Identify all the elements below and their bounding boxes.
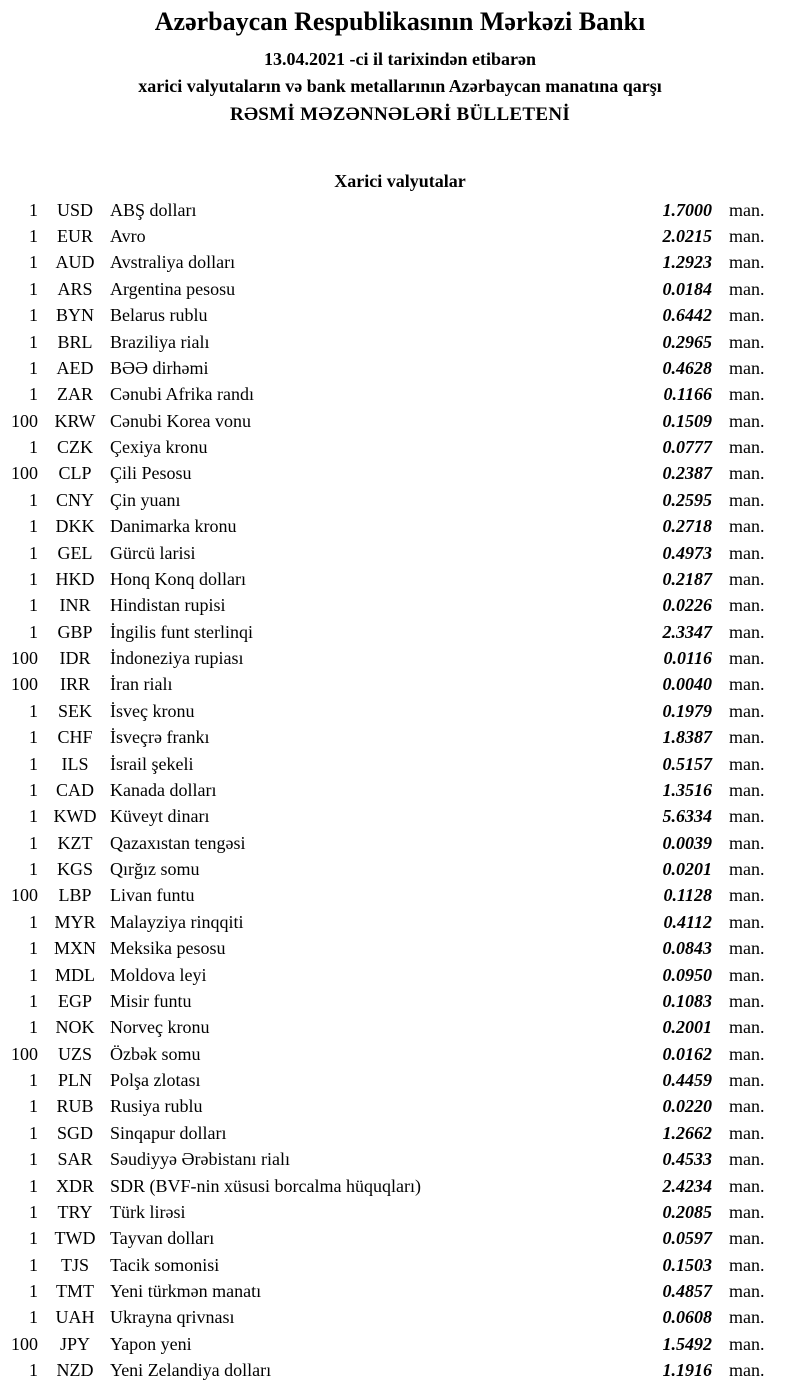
quantity-cell: 1 [29,859,38,880]
unit-cell: man. [729,1070,765,1091]
table-row [0,250,800,276]
table-row [0,751,800,777]
quantity-cell: 1 [29,305,38,326]
rate-cell: 0.4857 [662,1281,712,1302]
currency-name-cell: Moldova leyi [110,964,207,985]
rate-cell: 0.2001 [662,1017,712,1038]
unit-cell: man. [729,542,765,563]
currency-name-cell: Honq Konq dolları [110,568,246,589]
rate-cell: 0.4628 [662,357,712,378]
rate-cell: 0.2387 [662,463,712,484]
currency-code-cell: XDR [55,1175,94,1196]
quantity-cell: 1 [29,357,38,378]
currency-name-cell: Ukrayna qrivnası [110,1307,235,1328]
quantity-cell: 1 [29,384,38,405]
table-row [0,461,800,487]
currency-name-cell: Norveç kronu [110,1017,210,1038]
quantity-cell: 1 [29,990,38,1011]
currency-name-cell: Yeni Zelandiya dolları [110,1360,272,1381]
currency-code-cell: INR [59,595,91,616]
currency-name-cell: Küveyt dinarı [110,806,210,827]
currency-code-cell: HKD [55,568,95,589]
unit-cell: man. [729,516,765,537]
rate-cell: 0.4533 [662,1149,712,1170]
unit-cell: man. [729,964,765,985]
table-row [0,962,800,988]
currency-name-cell: İran rialı [110,674,173,695]
unit-cell: man. [729,990,765,1011]
currency-code-cell: IRR [59,674,90,695]
quantity-cell: 1 [29,1281,38,1302]
quantity-cell: 1 [29,542,38,563]
quantity-cell: 1 [29,489,38,510]
unit-cell: man. [729,463,765,484]
currency-code-cell: RUB [56,1096,94,1117]
document-header [0,6,800,128]
quantity-cell: 1 [29,278,38,299]
unit-cell: man. [729,674,765,695]
quantity-cell: 1 [29,1149,38,1170]
currency-name-cell: İngilis funt sterlinqi [110,621,253,642]
currency-name-cell: Malayziya rinqqiti [110,911,244,932]
currency-code-cell: IDR [59,648,91,669]
table-row [0,408,800,434]
currency-code-cell: USD [56,199,93,220]
rate-cell: 0.4973 [662,542,712,563]
currency-code-cell: MDL [55,964,95,985]
currency-code-cell: NOK [55,1017,95,1038]
quantity-cell: 1 [29,621,38,642]
currency-code-cell: SAR [57,1149,93,1170]
quantity-cell: 1 [29,437,38,458]
currency-name-cell: Tayvan dolları [110,1228,215,1249]
quantity-cell: 1 [29,1096,38,1117]
table-row [0,645,800,671]
currency-code-cell: GBP [57,621,93,642]
table-row [0,1358,800,1384]
quantity-cell: 1 [29,1201,38,1222]
table-row [0,830,800,856]
rate-cell: 0.0597 [662,1228,712,1249]
rate-cell: 5.6334 [662,806,712,827]
table-row [0,1252,800,1278]
bulletin-title: RƏSMİ MƏZƏNNƏLƏRİ BÜLLETENİ [229,104,571,125]
table-row [0,672,800,698]
currency-code-cell: AUD [55,252,95,273]
rate-cell: 1.2923 [662,252,712,273]
currency-code-cell: TRY [57,1201,93,1222]
currency-name-cell: SDR (BVF-nin xüsusi borcalma hüquqları) [110,1175,421,1196]
rate-cell: 0.2595 [662,489,712,510]
unit-cell: man. [729,357,765,378]
quantity-cell: 1 [29,753,38,774]
table-row [0,276,800,302]
currency-name-cell: Meksika pesosu [110,938,226,959]
table-row [0,197,800,223]
currency-table [0,197,800,1384]
currency-name-cell: Cənubi Afrika randı [110,384,254,405]
unit-cell: man. [729,727,765,748]
rate-cell: 0.0116 [663,648,712,669]
rate-cell: 1.3516 [662,779,712,800]
rate-cell: 2.0215 [662,226,712,247]
unit-cell: man. [729,410,765,431]
currency-name-cell: Yeni türkmən manatı [110,1281,262,1302]
quantity-cell: 1 [29,1360,38,1381]
currency-code-cell: KWD [53,806,97,827]
quantity-cell: 100 [11,648,38,669]
unit-cell: man. [729,437,765,458]
rate-cell: 0.0608 [662,1307,712,1328]
unit-cell: man. [729,885,765,906]
unit-cell: man. [729,199,765,220]
table-row [0,804,800,830]
table-row [0,1094,800,1120]
table-row [0,619,800,645]
currency-code-cell: UAH [55,1307,95,1328]
quantity-cell: 100 [11,885,38,906]
rate-cell: 0.0184 [662,278,712,299]
currency-code-cell: CHF [57,727,93,748]
currency-code-cell: ZAR [57,384,93,405]
currency-name-cell: Çexiya kronu [110,437,208,458]
currency-code-cell: CLP [58,463,92,484]
rate-cell: 0.2187 [662,568,712,589]
currency-code-cell: CZK [57,437,93,458]
currency-name-cell: Tacik somonisi [110,1254,220,1275]
currency-name-cell: İsrail şekeli [110,753,194,774]
bulletin-date-line: 13.04.2021 -ci il tarixindən etibarən [264,49,536,69]
table-row [0,540,800,566]
unit-cell: man. [729,489,765,510]
table-row [0,303,800,329]
rate-cell: 0.2718 [662,516,712,537]
quantity-cell: 1 [29,832,38,853]
currency-name-cell: Hindistan rupisi [110,595,226,616]
table-row [0,1067,800,1093]
table-row [0,593,800,619]
table-row [0,909,800,935]
quantity-cell: 1 [29,252,38,273]
rate-cell: 0.0201 [662,859,712,880]
rate-cell: 1.7000 [662,199,712,220]
currency-code-cell: UZS [57,1043,92,1064]
currency-name-cell: İsveçrə frankı [110,727,210,748]
currency-name-cell: Sinqapur dolları [110,1122,227,1143]
unit-cell: man. [729,1360,765,1381]
table-row [0,514,800,540]
table-row [0,566,800,592]
currency-name-cell: Avstraliya dolları [110,252,236,273]
currency-code-cell: SEK [57,700,92,721]
currency-code-cell: MYR [54,911,96,932]
currency-code-cell: NZD [56,1360,94,1381]
rate-cell: 0.0162 [662,1043,712,1064]
rate-cell: 0.4112 [663,911,712,932]
quantity-cell: 1 [29,1307,38,1328]
unit-cell: man. [729,1254,765,1275]
rate-cell: 0.1509 [662,410,712,431]
unit-cell: man. [729,1228,765,1249]
rate-cell: 1.8387 [662,727,712,748]
quantity-cell: 1 [29,199,38,220]
table-row [0,1331,800,1357]
quantity-cell: 100 [11,463,38,484]
table-row [0,382,800,408]
unit-cell: man. [729,1307,765,1328]
currency-name-cell: İsveç kronu [110,700,195,721]
unit-cell: man. [729,779,765,800]
table-row [0,883,800,909]
quantity-cell: 100 [11,1043,38,1064]
rate-cell: 1.1916 [662,1360,712,1381]
currency-name-cell: Rusiya rublu [110,1096,203,1117]
currency-name-cell: Avro [110,226,146,247]
table-row [0,698,800,724]
unit-cell: man. [729,1175,765,1196]
unit-cell: man. [729,911,765,932]
unit-cell: man. [729,1333,765,1354]
currency-code-cell: JPY [59,1333,90,1354]
currency-code-cell: EGP [57,990,92,1011]
currency-name-cell: BƏƏ dirhəmi [110,357,209,378]
rate-cell: 0.0777 [662,437,712,458]
table-row [0,988,800,1014]
currency-name-cell: ABŞ dolları [110,199,197,220]
rate-cell: 0.5157 [662,753,712,774]
table-row [0,434,800,460]
unit-cell: man. [729,1281,765,1302]
table-row [0,1015,800,1041]
table-row [0,777,800,803]
bulletin-subject-line: xarici valyutaların və bank metallarının Azərbaycan manatına qarşı [138,76,662,96]
quantity-cell: 1 [29,1254,38,1275]
quantity-cell: 1 [29,938,38,959]
unit-cell: man. [729,832,765,853]
rate-cell: 1.5492 [662,1333,712,1354]
currency-code-cell: SGD [56,1122,93,1143]
unit-cell: man. [729,252,765,273]
currency-code-cell: LBP [58,885,92,906]
quantity-cell: 1 [29,226,38,247]
quantity-cell: 1 [29,911,38,932]
rate-cell: 0.1503 [662,1254,712,1275]
currency-name-cell: Kanada dolları [110,779,217,800]
rate-cell: 0.1083 [662,990,712,1011]
currency-name-cell: Argentina pesosu [110,278,236,299]
quantity-cell: 1 [29,568,38,589]
table-row [0,725,800,751]
currency-code-cell: PLN [57,1070,92,1091]
rate-cell: 0.0226 [662,595,712,616]
unit-cell: man. [729,568,765,589]
quantity-cell: 1 [29,779,38,800]
currency-code-cell: CAD [55,779,94,800]
table-row [0,487,800,513]
quantity-cell: 1 [29,1228,38,1249]
table-row [0,936,800,962]
unit-cell: man. [729,278,765,299]
quantity-cell: 1 [29,331,38,352]
quantity-cell: 1 [29,727,38,748]
table-row [0,1041,800,1067]
currency-code-cell: TMT [56,1281,94,1302]
unit-cell: man. [729,384,765,405]
rate-cell: 2.4234 [662,1175,712,1196]
rate-cell: 1.2662 [662,1122,712,1143]
table-row [0,1199,800,1225]
unit-cell: man. [729,938,765,959]
currency-name-cell: Livan funtu [110,885,195,906]
quantity-cell: 1 [29,1122,38,1143]
currency-code-cell: EUR [57,226,93,247]
unit-cell: man. [729,1201,765,1222]
unit-cell: man. [729,331,765,352]
unit-cell: man. [729,1122,765,1143]
rate-cell: 0.1979 [662,700,712,721]
currency-name-cell: Cənubi Korea vonu [110,410,251,431]
unit-cell: man. [729,1017,765,1038]
currency-name-cell: Danimarka kronu [110,516,237,537]
currency-code-cell: DKK [55,516,95,537]
quantity-cell: 1 [29,1070,38,1091]
quantity-cell: 1 [29,1017,38,1038]
quantity-cell: 100 [11,674,38,695]
table-row [0,1120,800,1146]
rate-cell: 0.0843 [662,938,712,959]
unit-cell: man. [729,648,765,669]
currency-name-cell: Qazaxıstan tengəsi [110,832,246,853]
currency-name-cell: Türk lirəsi [110,1201,186,1222]
unit-cell: man. [729,859,765,880]
currency-name-cell: Çili Pesosu [110,463,192,484]
bulletin-page [0,6,800,1390]
currency-name-cell: Özbək somu [110,1043,201,1064]
currency-code-cell: KGS [56,859,93,880]
unit-cell: man. [729,621,765,642]
rate-cell: 0.0039 [662,832,712,853]
section-title: Xarici valyutalar [334,171,466,191]
table-row [0,1278,800,1304]
quantity-cell: 1 [29,964,38,985]
currency-code-cell: MXN [53,938,96,959]
currency-code-cell: AED [56,357,94,378]
unit-cell: man. [729,753,765,774]
currency-code-cell: BYN [55,305,94,326]
unit-cell: man. [729,806,765,827]
table-row [0,1226,800,1252]
unit-cell: man. [729,700,765,721]
currency-code-cell: KZT [57,832,93,853]
currency-code-cell: BRL [57,331,93,352]
bank-title: Azərbaycan Respublikasının Mərkəzi Bankı [154,7,646,36]
currency-code-cell: CNY [55,489,94,510]
table-row [0,223,800,249]
currency-name-cell: Polşa zlotası [110,1070,201,1091]
table-row [0,1147,800,1173]
rate-cell: 0.1166 [663,384,712,405]
currency-name-cell: Səudiyyə Ərəbistanı rialı [110,1149,290,1170]
currency-name-cell: Yapon yeni [110,1333,192,1354]
currency-code-cell: KRW [54,410,96,431]
unit-cell: man. [729,1043,765,1064]
rate-cell: 0.2965 [662,331,712,352]
currency-code-cell: TJS [60,1254,89,1275]
rate-cell: 0.2085 [662,1201,712,1222]
currency-name-cell: Gürcü larisi [110,542,196,563]
table-row [0,1173,800,1199]
unit-cell: man. [729,1096,765,1117]
rate-cell: 2.3347 [662,621,712,642]
quantity-cell: 1 [29,516,38,537]
currency-name-cell: Çin yuanı [110,489,181,510]
quantity-cell: 1 [29,700,38,721]
rate-cell: 0.0220 [662,1096,712,1117]
table-row [0,355,800,381]
currency-name-cell: Qırğız somu [110,859,200,880]
currency-name-cell: Misir funtu [110,990,192,1011]
rate-cell: 0.6442 [662,305,712,326]
currency-code-cell: GEL [57,542,93,563]
currency-code-cell: ARS [57,278,93,299]
currency-name-cell: İndoneziya rupiası [110,648,244,669]
table-row [0,1305,800,1331]
quantity-cell: 1 [29,806,38,827]
table-row [0,329,800,355]
quantity-cell: 1 [29,595,38,616]
currency-code-cell: TWD [54,1228,96,1249]
currency-name-cell: Belarus rublu [110,305,208,326]
unit-cell: man. [729,226,765,247]
rate-cell: 0.4459 [662,1070,712,1091]
table-row [0,856,800,882]
unit-cell: man. [729,595,765,616]
currency-name-cell: Braziliya rialı [110,331,210,352]
rate-cell: 0.1128 [663,885,712,906]
quantity-cell: 100 [11,410,38,431]
unit-cell: man. [729,305,765,326]
quantity-cell: 100 [11,1333,38,1354]
unit-cell: man. [729,1149,765,1170]
quantity-cell: 1 [29,1175,38,1196]
currency-code-cell: ILS [61,753,89,774]
rate-cell: 0.0040 [662,674,712,695]
rate-cell: 0.0950 [662,964,712,985]
